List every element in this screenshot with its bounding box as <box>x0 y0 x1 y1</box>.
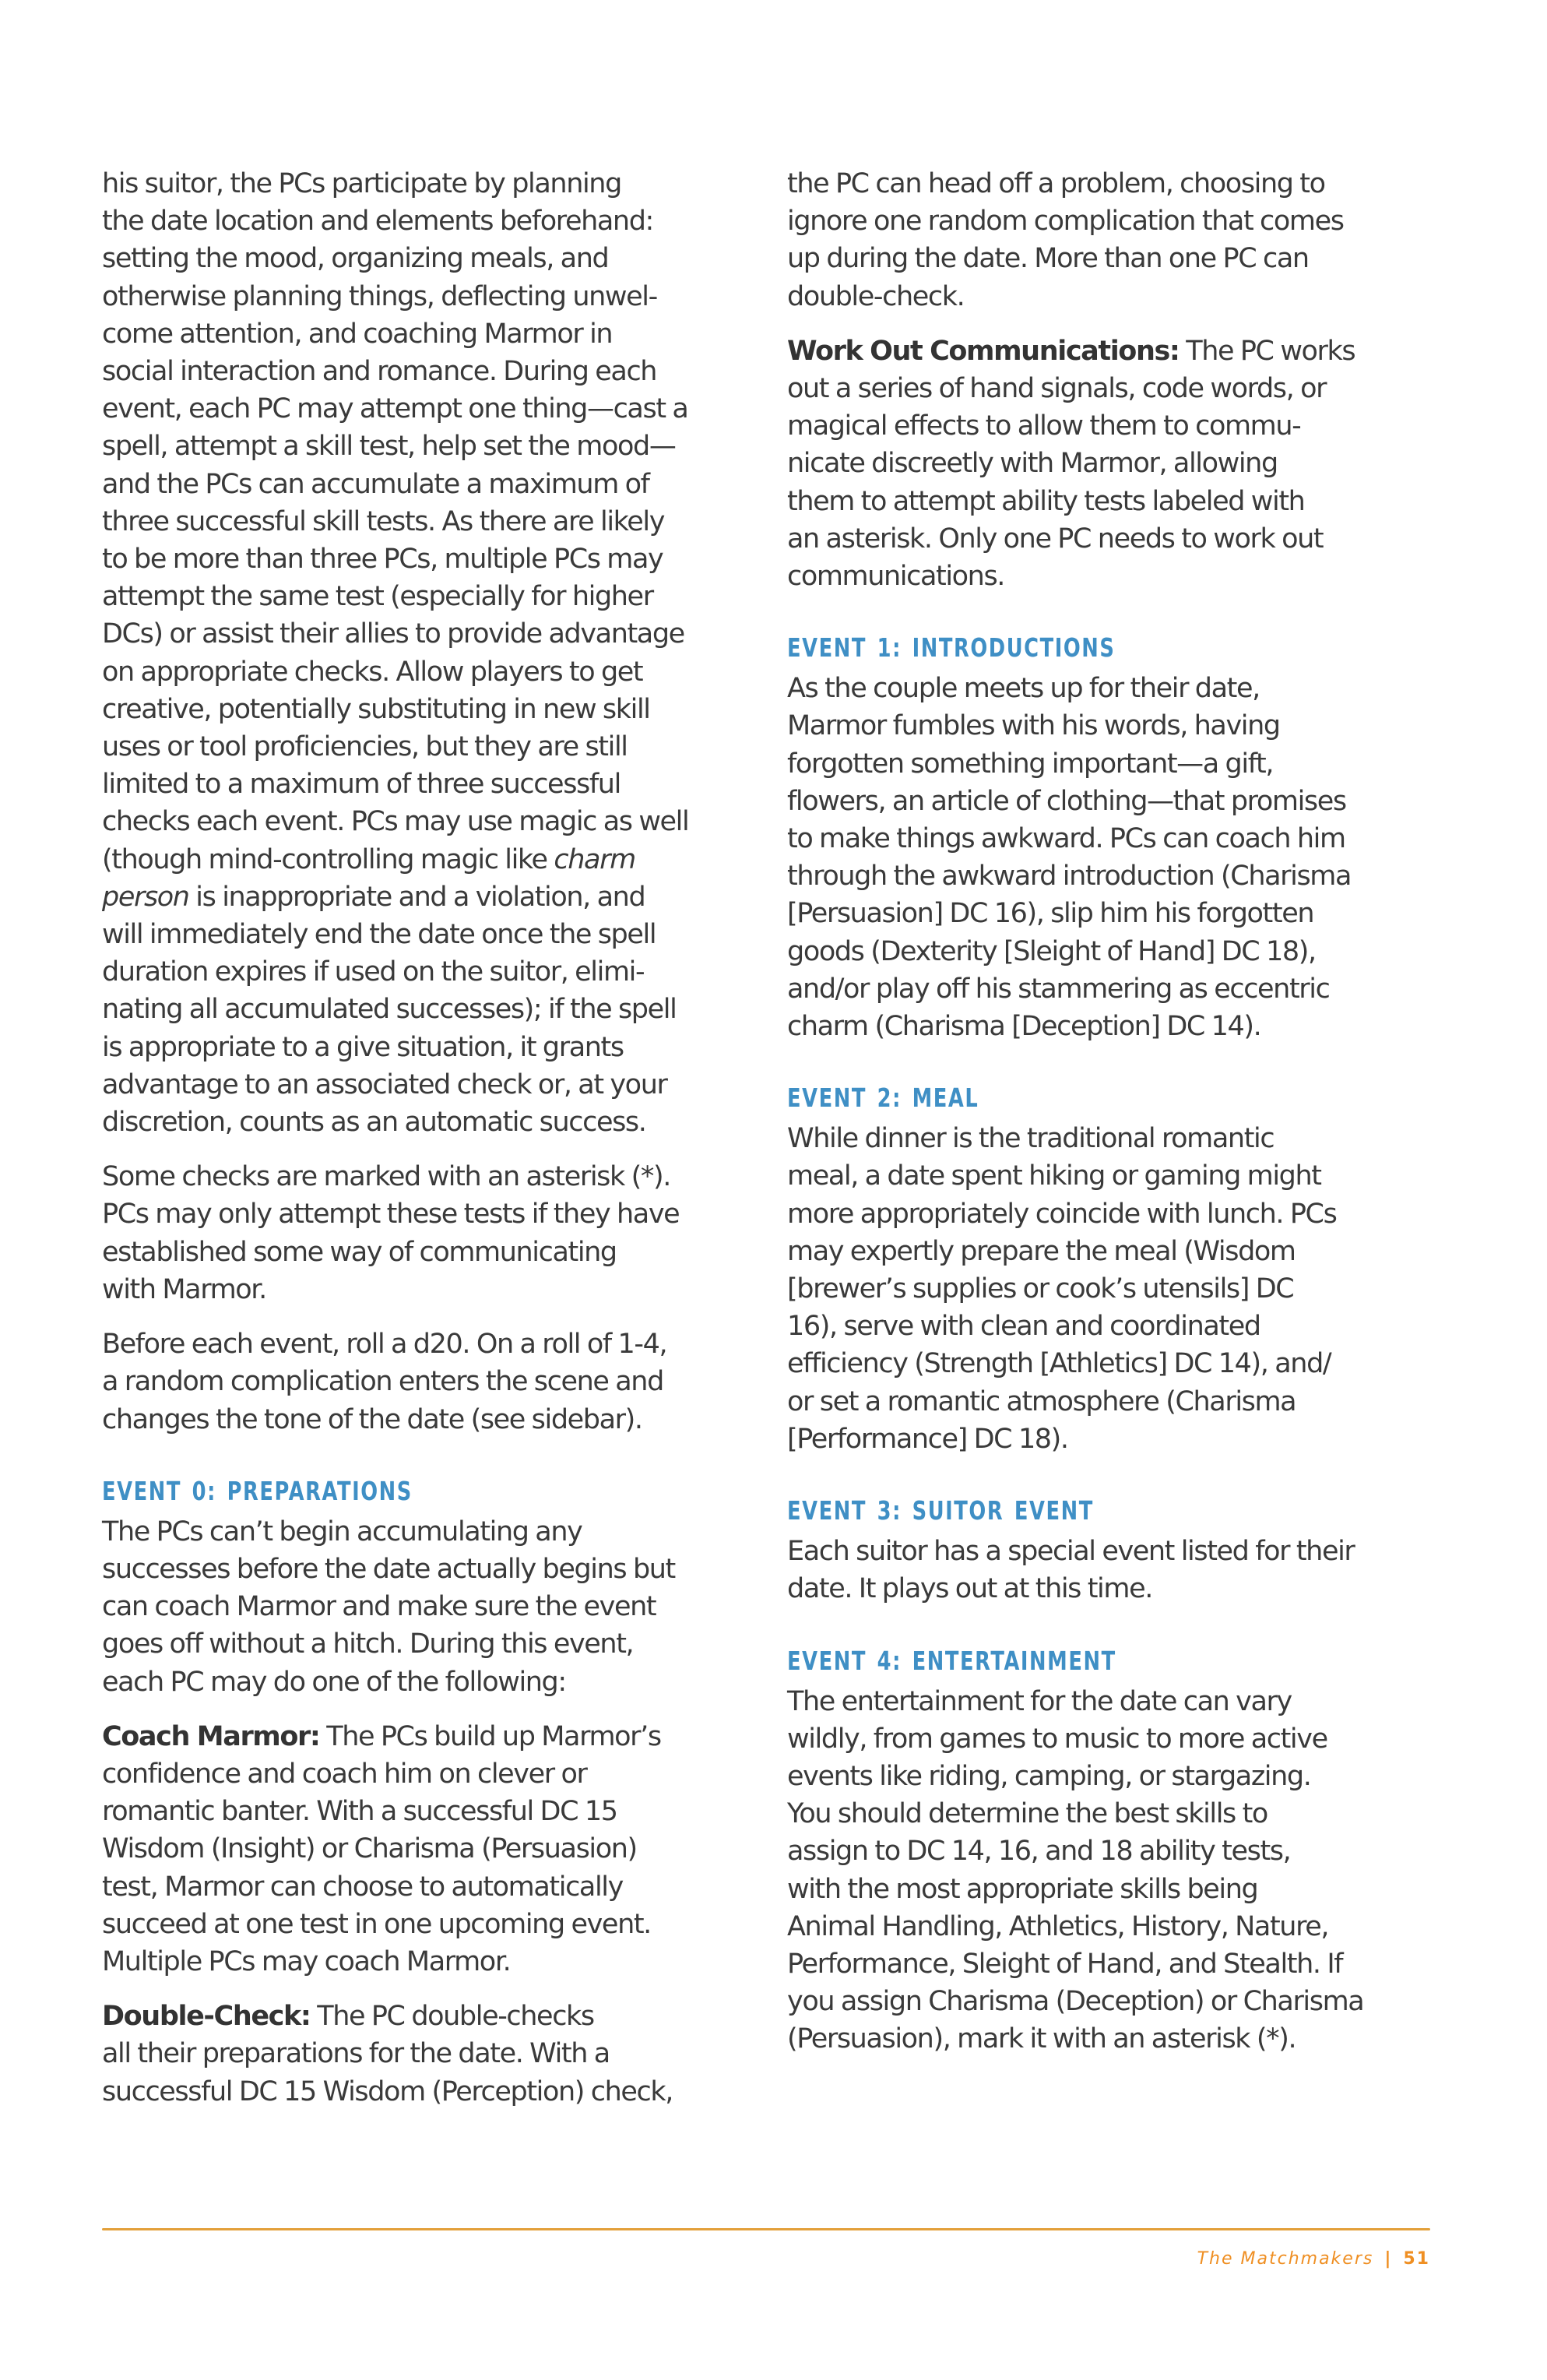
double-check-label: Double-Check: <box>102 2001 311 2033</box>
double-check-paragraph <box>102 1998 756 2111</box>
footer-divider <box>102 2228 1430 2230</box>
text-line: through the awkward introduction (Charisma <box>787 861 1352 892</box>
text-line: efficiency (Strength [Athletics] DC 14), and/ <box>787 1348 1331 1380</box>
text-line: and the PCs can accumulate a maximum of <box>102 468 649 500</box>
text-line: goes off without a hitch. During this event, <box>102 1628 634 1660</box>
text-line: 16), serve with clean and coordinated <box>787 1311 1260 1343</box>
footer-separator: | <box>1384 2249 1393 2269</box>
text-line: The PCs can’t begin accumulating any <box>102 1516 582 1547</box>
text-fragment: The PC works <box>1179 335 1355 367</box>
text-line: PCs may only attempt these tests if they have <box>102 1199 680 1230</box>
text-line: discretion, counts as an automatic success. <box>102 1107 646 1139</box>
event-1-heading: EVENT 1: INTRODUCTIONS <box>787 632 1116 664</box>
text-line: with Marmor. <box>102 1273 266 1305</box>
text-line: forgotten something important—a gift, <box>787 748 1274 780</box>
text-line: advantage to an associated check or, at your <box>102 1069 667 1100</box>
text-line: [Performance] DC 18). <box>787 1423 1068 1455</box>
footer-book-title: The Matchmakers <box>1197 2249 1374 2269</box>
text-line: Animal Handling, Athletics, History, Nature, <box>787 1910 1329 1942</box>
text-line: and/or play off his stammering as eccentric <box>787 973 1330 1005</box>
text-fragment: is inappropriate and a violation, and <box>188 881 645 913</box>
text-line: with the most appropriate skills being <box>787 1873 1258 1905</box>
text-line <box>102 878 756 916</box>
asterisk-paragraph <box>102 1158 756 1308</box>
event-4-heading: EVENT 4: ENTERTAINMENT <box>787 1645 1116 1676</box>
text-line: setting the mood, organizing meals, and <box>102 243 609 275</box>
text-line: social interaction and romance. During each <box>102 356 657 388</box>
text-line: out a series of hand signals, code words, or <box>787 373 1327 405</box>
text-line: can coach Marmor and make sure the event <box>102 1591 656 1623</box>
text-line: his suitor, the PCs participate by planning <box>102 168 621 199</box>
text-line: spell, attempt a skill test, help set the mood— <box>102 431 676 463</box>
page-footer <box>1197 2249 1430 2269</box>
text-line: date. It plays out at this time. <box>787 1573 1152 1605</box>
text-line: to make things awkward. PCs can coach him <box>787 823 1345 855</box>
text-line: the PC can head off a problem, choosing to <box>787 168 1325 199</box>
text-line: an asterisk. Only one PC needs to work out <box>787 523 1324 555</box>
intro-paragraph <box>102 165 756 1141</box>
text-line: event, each PC may attempt one thing—cast a <box>102 393 688 425</box>
text-line: may expertly prepare the meal (Wisdom <box>787 1235 1296 1267</box>
text-line: DCs) or assist their allies to provide advantage <box>102 618 684 650</box>
text-line: established some way of communicating <box>102 1236 617 1268</box>
text-line: [brewer’s supplies or cook’s utensils] DC <box>787 1273 1294 1305</box>
event-2-heading: EVENT 2: MEAL <box>787 1083 979 1114</box>
text-line: (Persuasion), mark it with an asterisk (*). <box>787 2023 1296 2055</box>
coach-marmor-paragraph <box>102 1718 756 1980</box>
text-line: Multiple PCs may coach Marmor. <box>102 1945 511 1977</box>
text-line <box>102 1718 756 1755</box>
event-1-paragraph <box>787 670 1441 1045</box>
text-line: changes the tone of the date (see sidebar). <box>102 1403 642 1435</box>
text-line: attempt the same test (especially for higher <box>102 581 653 613</box>
right-column <box>787 165 1441 2075</box>
event-3-paragraph <box>787 1533 1441 1607</box>
event-0-heading: EVENT 0: PREPARATIONS <box>102 1475 413 1506</box>
page-number: 51 <box>1403 2249 1430 2269</box>
text-line: up during the date. More than one PC can <box>787 243 1309 275</box>
text-line: come attention, and coaching Marmor in <box>102 318 613 350</box>
text-line: wildly, from games to music to more active <box>787 1723 1327 1755</box>
text-line: each PC may do one of the following: <box>102 1666 566 1698</box>
work-out-communications-label: Work Out Communications: <box>787 335 1180 367</box>
text-line: confidence and coach him on clever or <box>102 1758 587 1790</box>
text-line <box>102 1998 756 2035</box>
text-line: Each suitor has a special event listed for their <box>787 1536 1355 1568</box>
event-3-heading: EVENT 3: SUITOR EVENT <box>787 1495 1094 1526</box>
text-line: events like riding, camping, or stargazing. <box>787 1760 1311 1792</box>
text-line: nating all accumulated successes); if the spell <box>102 994 677 1026</box>
text-line: Performance, Sleight of Hand, and Stealth. If <box>787 1948 1343 1980</box>
text-line: on appropriate checks. Allow players to get <box>102 656 643 688</box>
text-line: Some checks are marked with an asterisk (*). <box>102 1161 670 1193</box>
text-line: a random complication enters the scene and <box>102 1366 663 1398</box>
text-line: flowers, an article of clothing—that promises <box>787 785 1346 817</box>
text-line: Wisdom (Insight) or Charisma (Persuasion) <box>102 1833 637 1865</box>
text-line: to be more than three PCs, multiple PCs may <box>102 544 663 576</box>
event-2-paragraph <box>787 1120 1441 1458</box>
text-line: magical effects to allow them to commu- <box>787 410 1301 442</box>
text-line: communications. <box>787 561 1005 593</box>
text-fragment: (though mind-controlling magic like <box>102 843 554 875</box>
text-line: the date location and elements beforehand: <box>102 206 653 238</box>
text-fragment: The PCs build up Marmor’s <box>319 1720 661 1752</box>
text-line: more appropriately coincide with lunch. PCs <box>787 1198 1337 1230</box>
text-line: The entertainment for the date can vary <box>787 1685 1292 1717</box>
event-0-paragraph <box>102 1513 756 1701</box>
text-fragment: The PC double-checks <box>310 2001 594 2033</box>
text-line: creative, potentially substituting in new skill <box>102 693 650 725</box>
text-line: Marmor fumbles with his words, having <box>787 710 1280 742</box>
text-line: successes before the date actually begins but <box>102 1553 675 1585</box>
event-4-paragraph <box>787 1683 1441 2058</box>
text-line: romantic banter. With a successful DC 15 <box>102 1796 617 1828</box>
text-line: duration expires if used on the suitor, elimi- <box>102 956 645 988</box>
text-line: you assign Charisma (Deception) or Charisma <box>787 1986 1364 2018</box>
work-out-communications-paragraph <box>787 333 1441 595</box>
text-line: While dinner is the traditional romantic <box>787 1123 1275 1155</box>
text-line: them to attempt ability tests labeled with <box>787 485 1305 517</box>
text-line: is appropriate to a give situation, it grants <box>102 1031 624 1063</box>
text-line <box>102 841 756 878</box>
text-line: ignore one random complication that comes <box>787 206 1344 238</box>
text-line: double-check. <box>787 280 965 312</box>
text-line: [Persuasion] DC 16), slip him his forgotten <box>787 898 1314 930</box>
text-line: charm (Charisma [Deception] DC 14). <box>787 1011 1261 1043</box>
text-line: or set a romantic atmosphere (Charisma <box>787 1385 1296 1417</box>
text-line: assign to DC 14, 16, and 18 ability tests, <box>787 1836 1291 1868</box>
complication-paragraph <box>102 1326 756 1438</box>
text-line: uses or tool proficiencies, but they are still <box>102 731 628 763</box>
left-column <box>102 165 756 2128</box>
text-line: Before each event, roll a d20. On a roll of 1-4, <box>102 1329 667 1361</box>
spell-name-charm: charm <box>554 843 635 875</box>
text-line: goods (Dexterity [Sleight of Hand] DC 18), <box>787 935 1316 967</box>
text-line: You should determine the best skills to <box>787 1798 1267 1830</box>
text-line: meal, a date spent hiking or gaming might <box>787 1160 1321 1192</box>
spell-name-person: person <box>102 881 189 913</box>
double-check-continued <box>787 165 1441 315</box>
text-line: succeed at one test in one upcoming event. <box>102 1908 651 1940</box>
text-line: test, Marmor can choose to automatically <box>102 1871 623 1903</box>
text-line: three successful skill tests. As there are likely <box>102 505 665 537</box>
coach-marmor-label: Coach Marmor: <box>102 1720 320 1752</box>
text-line <box>787 333 1441 370</box>
text-line: all their preparations for the date. With a <box>102 2038 610 2070</box>
text-line: limited to a maximum of three successful <box>102 769 621 801</box>
text-line: successful DC 15 Wisdom (Perception) check, <box>102 2075 673 2107</box>
text-line: nicate discreetly with Marmor, allowing <box>787 448 1278 480</box>
text-line: checks each event. PCs may use magic as well <box>102 806 689 838</box>
text-line: As the couple meets up for their date, <box>787 673 1260 705</box>
text-line: otherwise planning things, deflecting unwel- <box>102 280 657 312</box>
text-line: will immediately end the date once the spell <box>102 919 656 951</box>
